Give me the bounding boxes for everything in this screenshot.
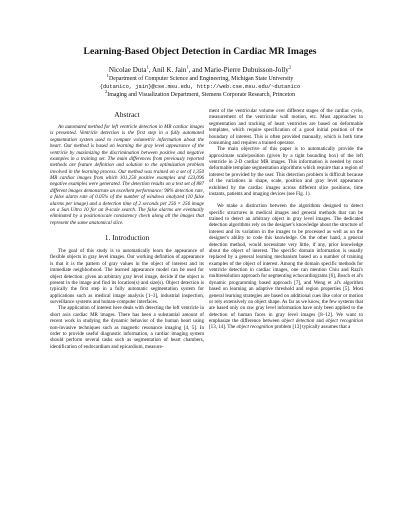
affiliation-2-text: Imaging and Visualization Department, Siemens Corporate Research, Princeton [107,92,296,98]
author-1: Nicolae Duta [108,66,147,74]
right-paragraph-2: The main objective of this paper is to automatically provide the approximate scale/position (given by a tight bounding box) of the left ventricle in 2-D cardiac MR images. This information is needed by most deformable template segmentation algorithms which require that a region of interest be provided by the user. This detection problem is difficult because of the variations in shape, scale, position and gray level appearance exhibited by the cardiac images across different slice positions, time instants, patients and imaging devices (see Fig. 1). [209,146,363,197]
abstract-heading: Abstract [114,110,140,119]
affiliation-2 [0,89,400,99]
author-1-affil-mark: 1 [146,64,149,70]
term-object-recognition: object recognition [325,318,363,324]
author-3: , and Marie-Pierre Dubuisson-Jolly [188,66,289,74]
term-object-recognition-2: object recognition [236,324,274,331]
affiliation-1-text: Department of Computer Science and Engineering, Michigan State University [108,76,294,82]
right-paragraph-3-tail: problem [13] typically assumes that a [273,324,351,331]
introduction-paragraph-1: The goal of this study is to automatically learn the appearance of flexible objects in gray level images. Our working definition of appearance is that it is the pattern of gray values in the object of interest and its immediate neighborhood. The learned appearance model can be used for object detection: given an arbitrary gray level image, decide if the object is present in the image and find its location(s) and size(s). Object detection is typically the first step in a fully automatic segmentation system for applications such as medical image analysis [1–3], industrial inspection, surveillance systems and human-computer interfaces. [50,248,204,305]
term-object-detection: object detection [281,318,315,324]
paper-title: Learning-Based Object Detection in Cardiac MR Images [83,46,317,57]
author-list [0,66,400,75]
affiliation-1-contact: {dutanico, jain}@cse.msu.edu, http://web.cse.msu.edu/~dutanico [99,84,301,90]
author-2: , Anil K. Jain [148,66,187,74]
right-paragraph-3-cite: [13, 14]. The [209,324,237,331]
affiliation-2-mark: 2 [104,89,108,95]
right-paragraph-1: ment of the ventricular volume over different stages of the cardiac cycle, measurement of the ventricular wall motion, etc. Most approaches to segmentation and tracking of heart ventricles are based on deformable templates, which require specification of a good initial position of the boundary of interest. This is often provided manually, which is both time consuming and requires a trained operator. [209,108,363,146]
right-paragraph-3-and: and [314,318,326,324]
abstract-text: An automated method for left ventricle detection in MR cardiac images is presented. Ventricle detection is the first step in a fully automated segmentation system used to compute volumetric information about the heart. Our method is based on learning the gray level appearance of the ventricle by maximizing the discrimination between positive and negative examples in a training set. The main differences from previously reported methods are feature definition and solution to the optimization problem involved in the learning process. Our method was trained on a set of 1,350 MR cardiac images from which 101,250 positive examples and 123,096 negative examples were generated. The detection results on a test set of 887 different images demonstrate an excellent performance: 98% detection rate, a false alarm rate of 0.05% of the number of windows analyzed (10 false alarms per image) and a detection time of 2 seconds per 256 × 256 image on a Sun Ultra 10 for an 8-scale search. The false alarms are eventually eliminated by a position/scale consistency check along all the images that represent the same anatomical slice. [50,124,204,226]
author-2-affil-mark: 1 [186,64,189,70]
affiliation-1 [0,73,400,83]
left-column [50,110,204,350]
author-3-affil-mark: 2 [288,64,292,70]
introduction-heading: 1. Introduction [104,233,150,242]
introduction-paragraph-2: The application of interest here deals with detecting the left ventricle in short axis cardiac MR images. There has been a substantial amount of recent work in studying the dynamic behavior of the human heart using non-invasive techniques such as magnetic resonance imaging [4, 5]. In order to provide useful diagnostic information, a cardiac imaging system should perform several tasks such as segmentation of heart chambers, identification of endocardium and epicardium, measure- [50,305,204,350]
right-column [209,108,363,331]
affiliation-1-mark: 1 [106,73,109,79]
right-paragraph-3 [209,203,363,331]
right-paragraph-3-text: We make a distinction between the algorithms designed to detect specific structures in medical images and general methods that can be trained to detect an arbitrary object in gray level images. The dedicated detection algorithms rely on the designer's knowledge about the structure of interest and its variation in the images to be processed as well as on the designer's ability to code this knowledge. On the other hand, a general detection method, would necessitate very little, if any, prior knowledge about the object of interest. The specific domain information is usually replaced by a general learning mechanism based on a number of training examples of the object of interest. Among the domain specific methods for ventricle detection in cardiac images, one can mention Chiu and Razi's multiresolution approach for segmenting echocardiograms [6], Bosch et al's dynamic programming based approach [7], and Weng et al's algorithm based on learning an adaptive threshold and region properties [5]. Most general learning strategies are based on additional cues like color or motion or rely extensively on object shape. As far as we know, the few systems that are based only on raw gray level information have only been applied to the detection of human faces in gray level images [8–12]. We want to emphasize the difference between [209,203,363,324]
